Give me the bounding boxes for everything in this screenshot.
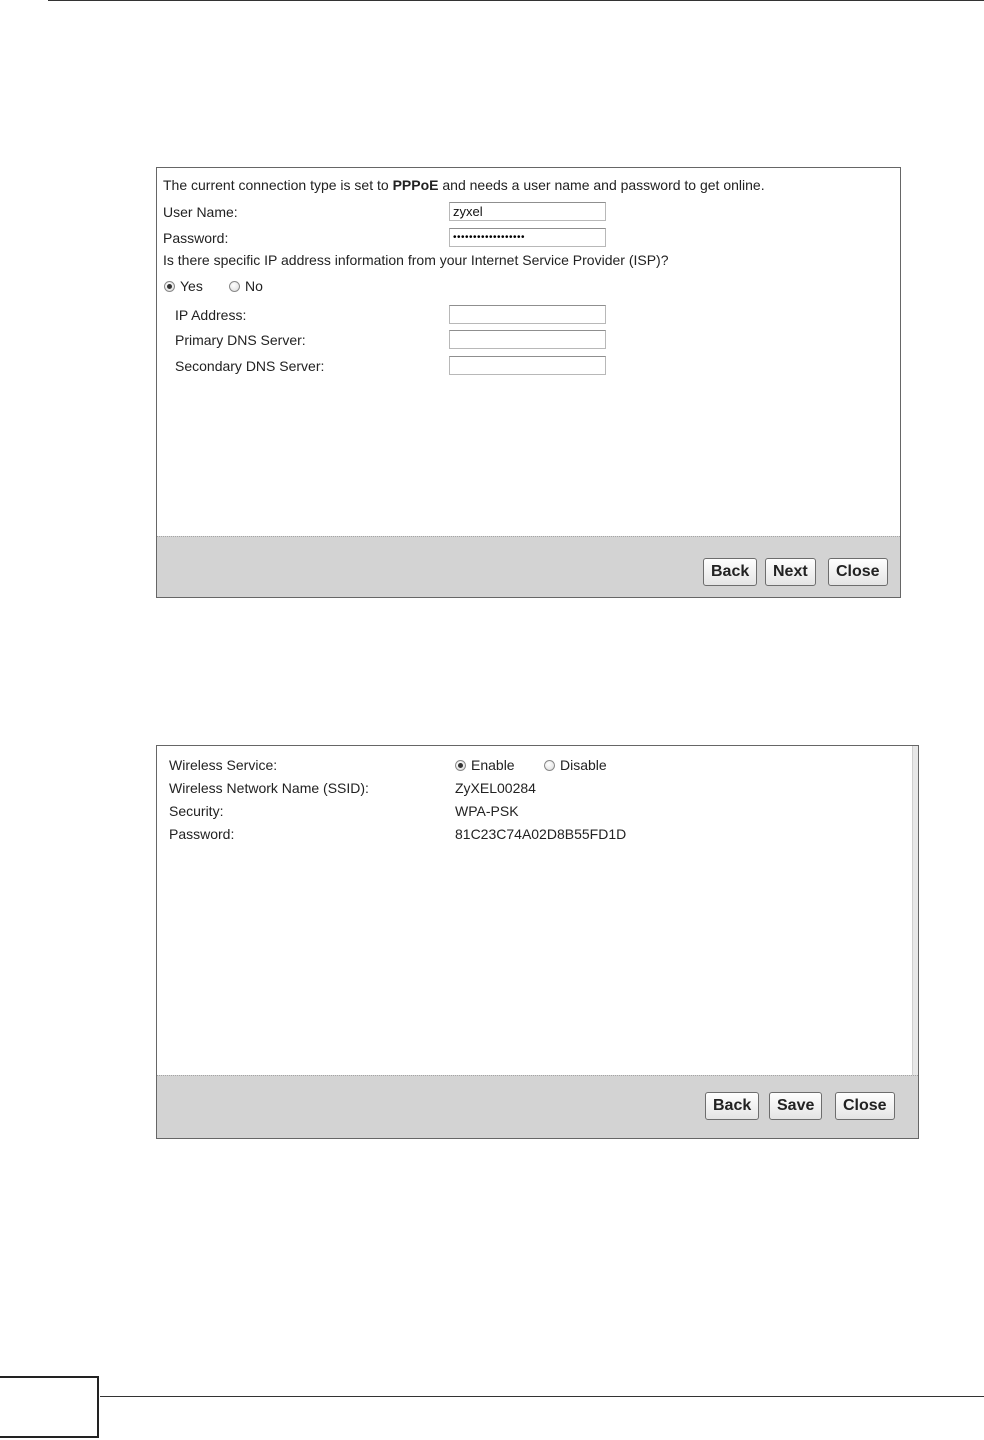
primary-dns-input[interactable] <box>449 330 606 349</box>
password-input[interactable]: •••••••••••••••••• <box>449 228 606 247</box>
radio-selected-icon <box>455 760 466 771</box>
page-top-rule <box>48 0 984 1</box>
ip-address-input[interactable] <box>449 305 606 324</box>
connection-type-value: PPPoE <box>392 177 439 193</box>
next-button[interactable]: Next <box>765 558 816 586</box>
wireless-password-value: 81C23C74A02D8B55FD1D <box>455 826 627 842</box>
back-button[interactable]: Back <box>703 558 757 586</box>
username-label: User Name: <box>163 204 238 220</box>
primary-dns-label: Primary DNS Server: <box>175 332 306 348</box>
connection-type-intro: The current connection type is set to PPPoE and needs a user name and password to get online. <box>163 177 765 193</box>
ip-address-label: IP Address: <box>175 307 247 323</box>
isp-question: Is there specific IP address information from your Internet Service Provider (ISP)? <box>163 252 669 268</box>
security-label: Security: <box>169 803 224 819</box>
close-button[interactable]: Close <box>835 1092 895 1120</box>
secondary-dns-input[interactable] <box>449 356 606 375</box>
wireless-service-label: Wireless Service: <box>169 757 278 773</box>
wireless-panel-footer <box>157 1075 918 1138</box>
radio-unselected-icon <box>544 760 555 771</box>
save-button[interactable]: Save <box>769 1092 822 1120</box>
password-label: Password: <box>163 230 229 246</box>
radio-selected-icon <box>164 281 175 292</box>
isp-panel-footer <box>157 536 900 597</box>
wireless-enable-radio[interactable] <box>455 757 515 773</box>
close-button[interactable]: Close <box>828 558 888 586</box>
ssid-label: Wireless Network Name (SSID): <box>169 780 369 796</box>
wireless-disable-radio[interactable] <box>544 757 607 773</box>
radio-unselected-icon <box>229 281 240 292</box>
isp-yes-label: Yes <box>180 278 203 294</box>
security-value: WPA-PSK <box>455 803 519 819</box>
isp-yes-radio[interactable] <box>164 278 203 294</box>
wireless-settings-panel <box>156 745 919 1139</box>
vertical-scrollbar[interactable] <box>912 746 918 1076</box>
wireless-disable-label: Disable <box>560 757 607 773</box>
wireless-enable-label: Enable <box>471 757 515 773</box>
isp-no-radio[interactable] <box>229 278 263 294</box>
isp-connection-panel <box>156 167 901 598</box>
page-bottom-rule <box>100 1396 984 1397</box>
page-number-box <box>0 1376 99 1438</box>
secondary-dns-label: Secondary DNS Server: <box>175 358 325 374</box>
back-button[interactable]: Back <box>705 1092 759 1120</box>
wireless-password-label: Password: <box>169 826 235 842</box>
isp-no-label: No <box>245 278 263 294</box>
ssid-value: ZyXEL00284 <box>455 780 536 796</box>
username-input[interactable] <box>449 202 606 221</box>
